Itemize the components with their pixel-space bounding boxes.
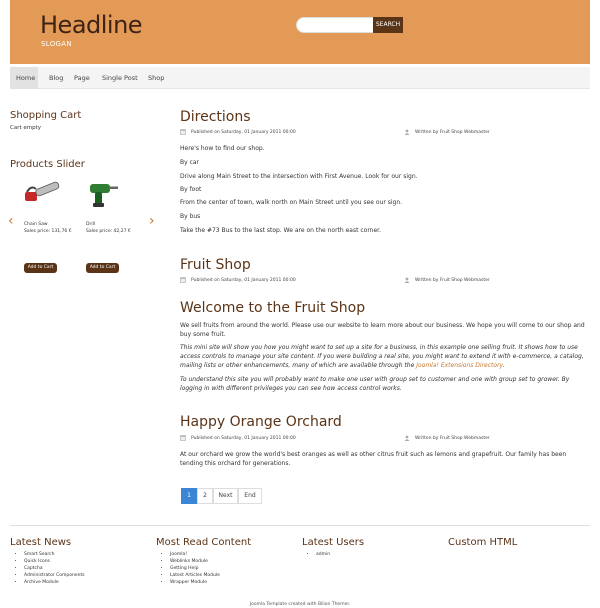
user-icon — [404, 277, 410, 283]
article-paragraph: Drive along Main Street to the intersection with First Avenue. Look for our sign. — [180, 173, 418, 180]
most-read-list — [160, 551, 220, 586]
product-name-drill[interactable]: Drill — [86, 222, 96, 227]
article-paragraph: At our orchard we grow the world's best oranges as well as other citrus fruit such as lemons and grapefruit. Our family has been tending this orchard for generations. — [180, 451, 567, 467]
nav-item-page[interactable]: Page — [74, 74, 90, 82]
list-item[interactable]: • Administrator Components — [24, 572, 85, 579]
footer-title-latest-users: Latest Users — [302, 537, 365, 548]
product-price-chain-saw: Sales price: 131,76 € — [24, 229, 72, 234]
add-to-cart-button[interactable]: Add to Cart — [24, 263, 57, 273]
site-headline[interactable]: Headline — [40, 11, 143, 39]
published-date: Published on Saturday, 01 January 2011 00:00 — [191, 278, 296, 283]
pagination-page-1[interactable]: 1 — [181, 488, 197, 504]
product-price-drill: Sales price: 42,27 € — [86, 229, 131, 234]
article-paragraph: From the center of town, walk north on Main Street until you see our sign. — [180, 199, 403, 206]
nav-item-single-post[interactable]: Single Post — [102, 74, 138, 82]
user-icon — [404, 129, 410, 135]
latest-users-list — [306, 551, 330, 558]
author: Written by Fruit Shop Webmaster — [415, 130, 490, 135]
footer-divider — [10, 525, 590, 526]
pagination-page-2[interactable]: 2 — [197, 488, 213, 504]
pagination-next[interactable]: Next — [213, 488, 238, 504]
list-item[interactable]: • Captcha — [24, 565, 85, 572]
nav-item-blog[interactable]: Blog — [49, 74, 64, 82]
article-paragraph: Here's how to find our shop. — [180, 145, 265, 152]
cart-status: Cart empty — [10, 125, 42, 131]
extensions-directory-link[interactable]: Joomla! Extensions Directory — [416, 362, 503, 369]
latest-news-list — [14, 551, 85, 586]
search-input[interactable] — [296, 17, 374, 33]
list-item[interactable]: • Smart Search — [24, 551, 85, 558]
article-paragraph: By bus — [180, 213, 201, 220]
slider-prev-icon[interactable]: ‹ — [8, 213, 14, 229]
footer-credit: Joomla Template created with Bilion Themer. — [249, 602, 351, 607]
footer-title-most-read: Most Read Content — [156, 537, 252, 548]
site-slogan: SLOGAN — [41, 40, 72, 48]
published-date: Published on Saturday, 01 January 2011 00:00 — [191, 130, 296, 135]
slider-next-icon[interactable]: › — [149, 213, 155, 229]
drill-icon[interactable] — [86, 180, 120, 210]
calendar-icon — [180, 129, 186, 135]
pagination-end[interactable]: End — [238, 488, 262, 504]
list-item[interactable]: • admin — [316, 551, 330, 558]
product-name-chain-saw[interactable]: Chain Saw — [24, 222, 48, 227]
calendar-icon — [180, 435, 186, 441]
shopping-cart-title: Shopping Cart — [10, 110, 82, 121]
list-item[interactable]: • Latest Articles Module — [170, 572, 220, 579]
list-item[interactable]: • Weblinks Module — [170, 558, 220, 565]
nav-item-home[interactable]: Home — [10, 67, 38, 89]
products-slider-title: Products Slider — [10, 159, 85, 170]
article-paragraph: Take the #73 Bus to the last stop. We are on the north east corner. — [180, 227, 381, 234]
list-item[interactable]: • Quick Icons — [24, 558, 85, 565]
author: Written by Fruit Shop Webmaster — [415, 436, 490, 441]
article-paragraph-italic: To understand this site you will probably want to make one user with group set to customer and one with group set to grower. By logging in with different privileges you can see how access control works. — [180, 376, 570, 392]
chainsaw-icon[interactable] — [23, 181, 63, 209]
main-nav — [10, 67, 590, 89]
search-button[interactable]: SEARCH — [373, 17, 403, 33]
calendar-icon — [180, 277, 186, 283]
published-date: Published on Saturday, 01 January 2011 00:00 — [191, 436, 296, 441]
article-paragraph: By foot — [180, 186, 202, 193]
article-paragraph: We sell fruits from around the world. Please use our website to learn more about our business. We hope you will come to our shop and buy some fruit. — [180, 322, 585, 338]
user-icon — [404, 435, 410, 441]
article-title[interactable]: Happy Orange Orchard — [180, 414, 342, 430]
footer-title-latest-news: Latest News — [10, 537, 72, 548]
article-title[interactable]: Fruit Shop — [180, 257, 251, 273]
article-subtitle: Welcome to the Fruit Shop — [180, 300, 366, 316]
list-item[interactable]: • Getting Help — [170, 565, 220, 572]
article-title[interactable]: Directions — [180, 109, 251, 125]
article-paragraph: By car — [180, 159, 200, 166]
footer-title-custom-html: Custom HTML — [448, 537, 518, 548]
list-item[interactable]: • Archive Module — [24, 579, 85, 586]
add-to-cart-button[interactable]: Add to Cart — [86, 263, 119, 273]
site-header — [10, 0, 590, 64]
list-item[interactable]: • Joomla! — [170, 551, 220, 558]
nav-item-shop[interactable]: Shop — [148, 74, 165, 82]
article-paragraph-italic: This mini site will show you how you might want to set up a site for a business, in this example one selling fruit. It shows how to use access controls to manage your site content. If you were building a real site, you might want to extend it with e-commerce, a catalog, mailing lists or other enhancements, many of which are available through the Joomla! Extensions Directory. — [180, 344, 584, 369]
list-item[interactable]: • Wrapper Module — [170, 579, 220, 586]
author: Written by Fruit Shop Webmaster — [415, 278, 490, 283]
